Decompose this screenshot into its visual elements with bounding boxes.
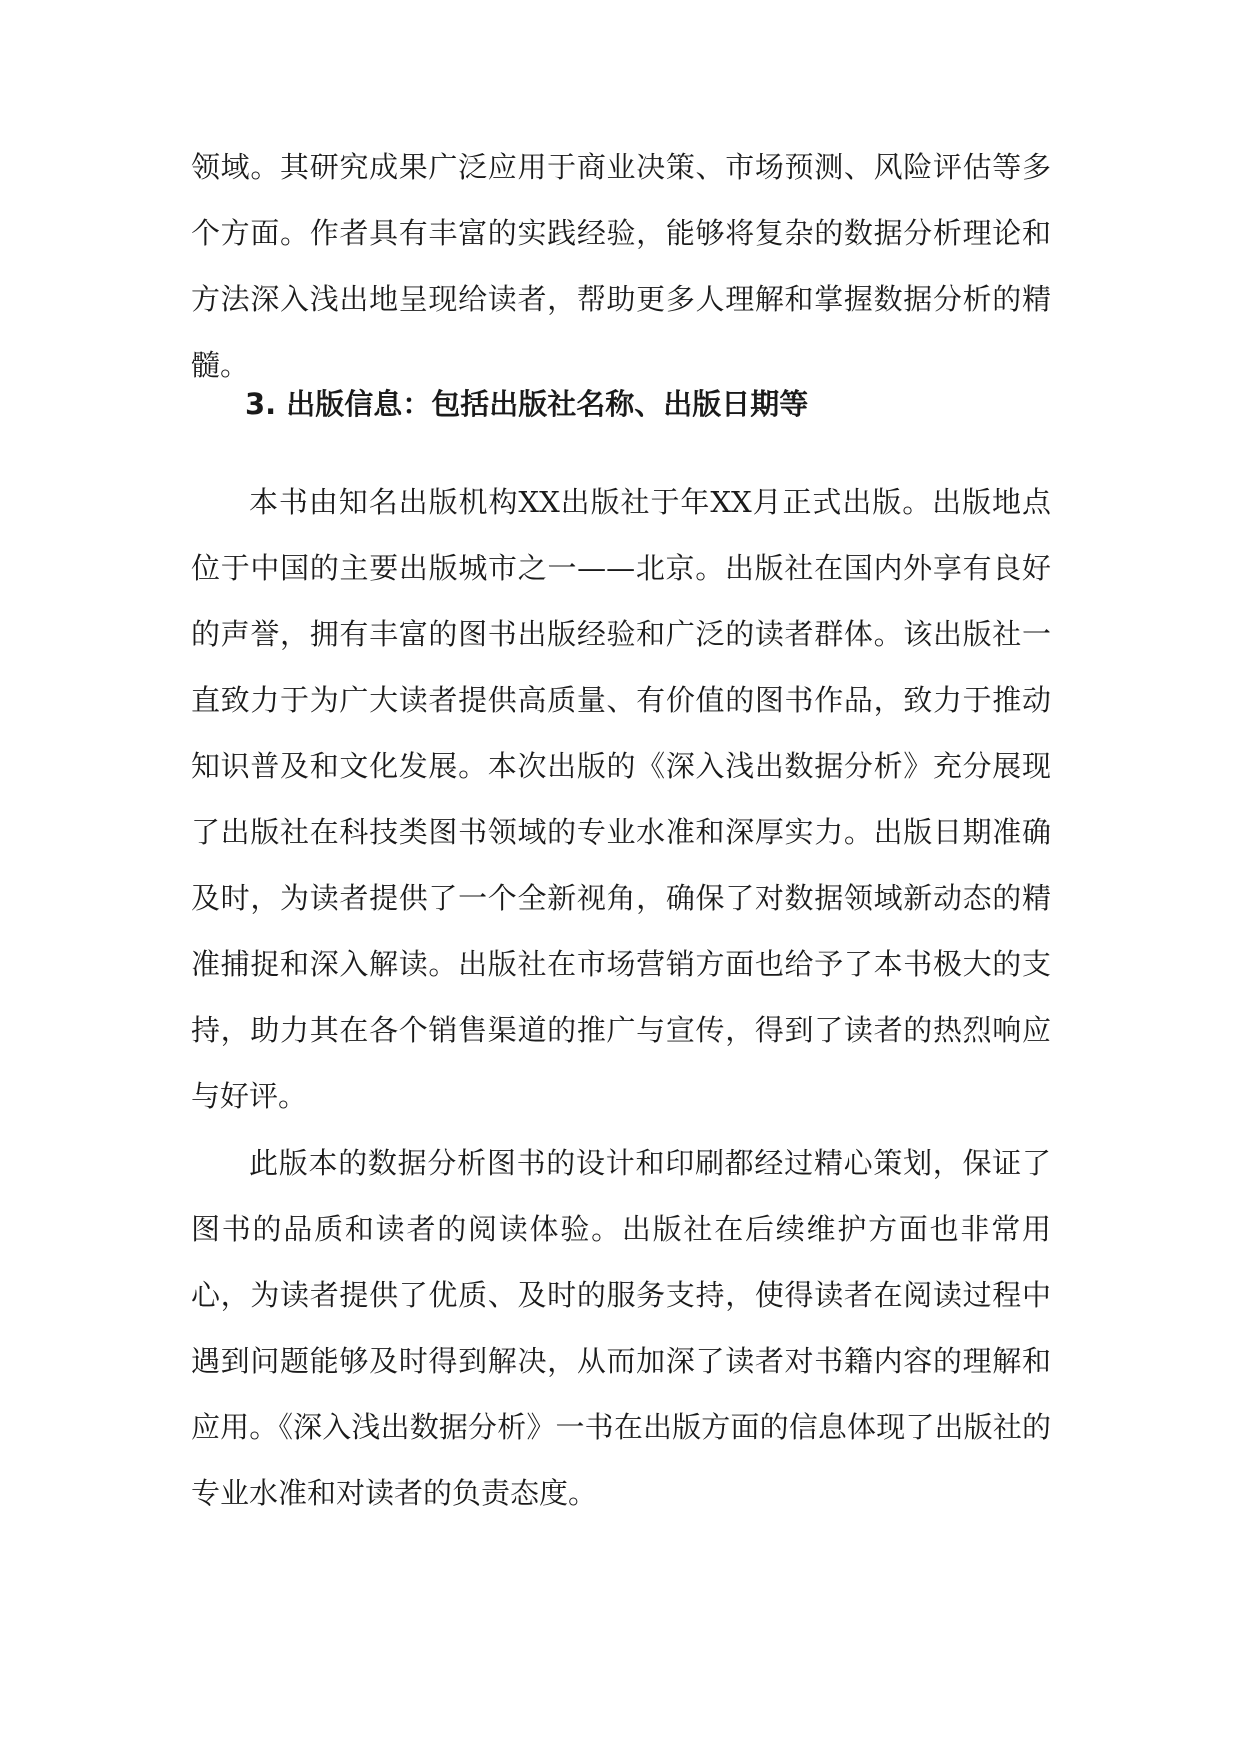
section-heading-publication-info: 3. 出版信息：包括出版社名称、出版日期等	[245, 387, 809, 421]
paragraph-author-expertise: 领域。其研究成果广泛应用于商业决策、市场预测、风险评估等多个方面。作者具有丰富的实践经验，能够将复杂的数据分析理论和方法深入浅出地呈现给读者，帮助更多人理解和掌握数据分析的精髓。	[191, 150, 1051, 382]
paragraph-publisher-details: 本书由知名出版机构XX出版社于年XX月正式出版。出版地点位于中国的主要出版城市之一——北京。出版社在国内外享有良好的声誉，拥有丰富的图书出版经验和广泛的读者群体。该出版社一直致力于为广大读者提供高质量、有价值的图书作品，致力于推动知识普及和文化发展。本次出版的《深入浅出数据分析》充分展现了出版社在科技类图书领域的专业水准和深厚实力。出版日期准确及时，为读者提供了一个全新视角，确保了对数据领域新动态的精准捕捉和深入解读。出版社在市场营销方面也给予了本书极大的支持，助力其在各个销售渠道的推广与宣传，得到了读者的热烈响应与好评。	[191, 485, 1051, 1113]
paragraph-design-and-printing: 此版本的数据分析图书的设计和印刷都经过精心策划，保证了图书的品质和读者的阅读体验。出版社在后续维护方面也非常用心，为读者提供了优质、及时的服务支持，使得读者在阅读过程中遇到问题能够及时得到解决，从而加深了读者对书籍内容的理解和应用。《深入浅出数据分析》一书在出版方面的信息体现了出版社的专业水准和对读者的负责态度。	[191, 1146, 1051, 1510]
